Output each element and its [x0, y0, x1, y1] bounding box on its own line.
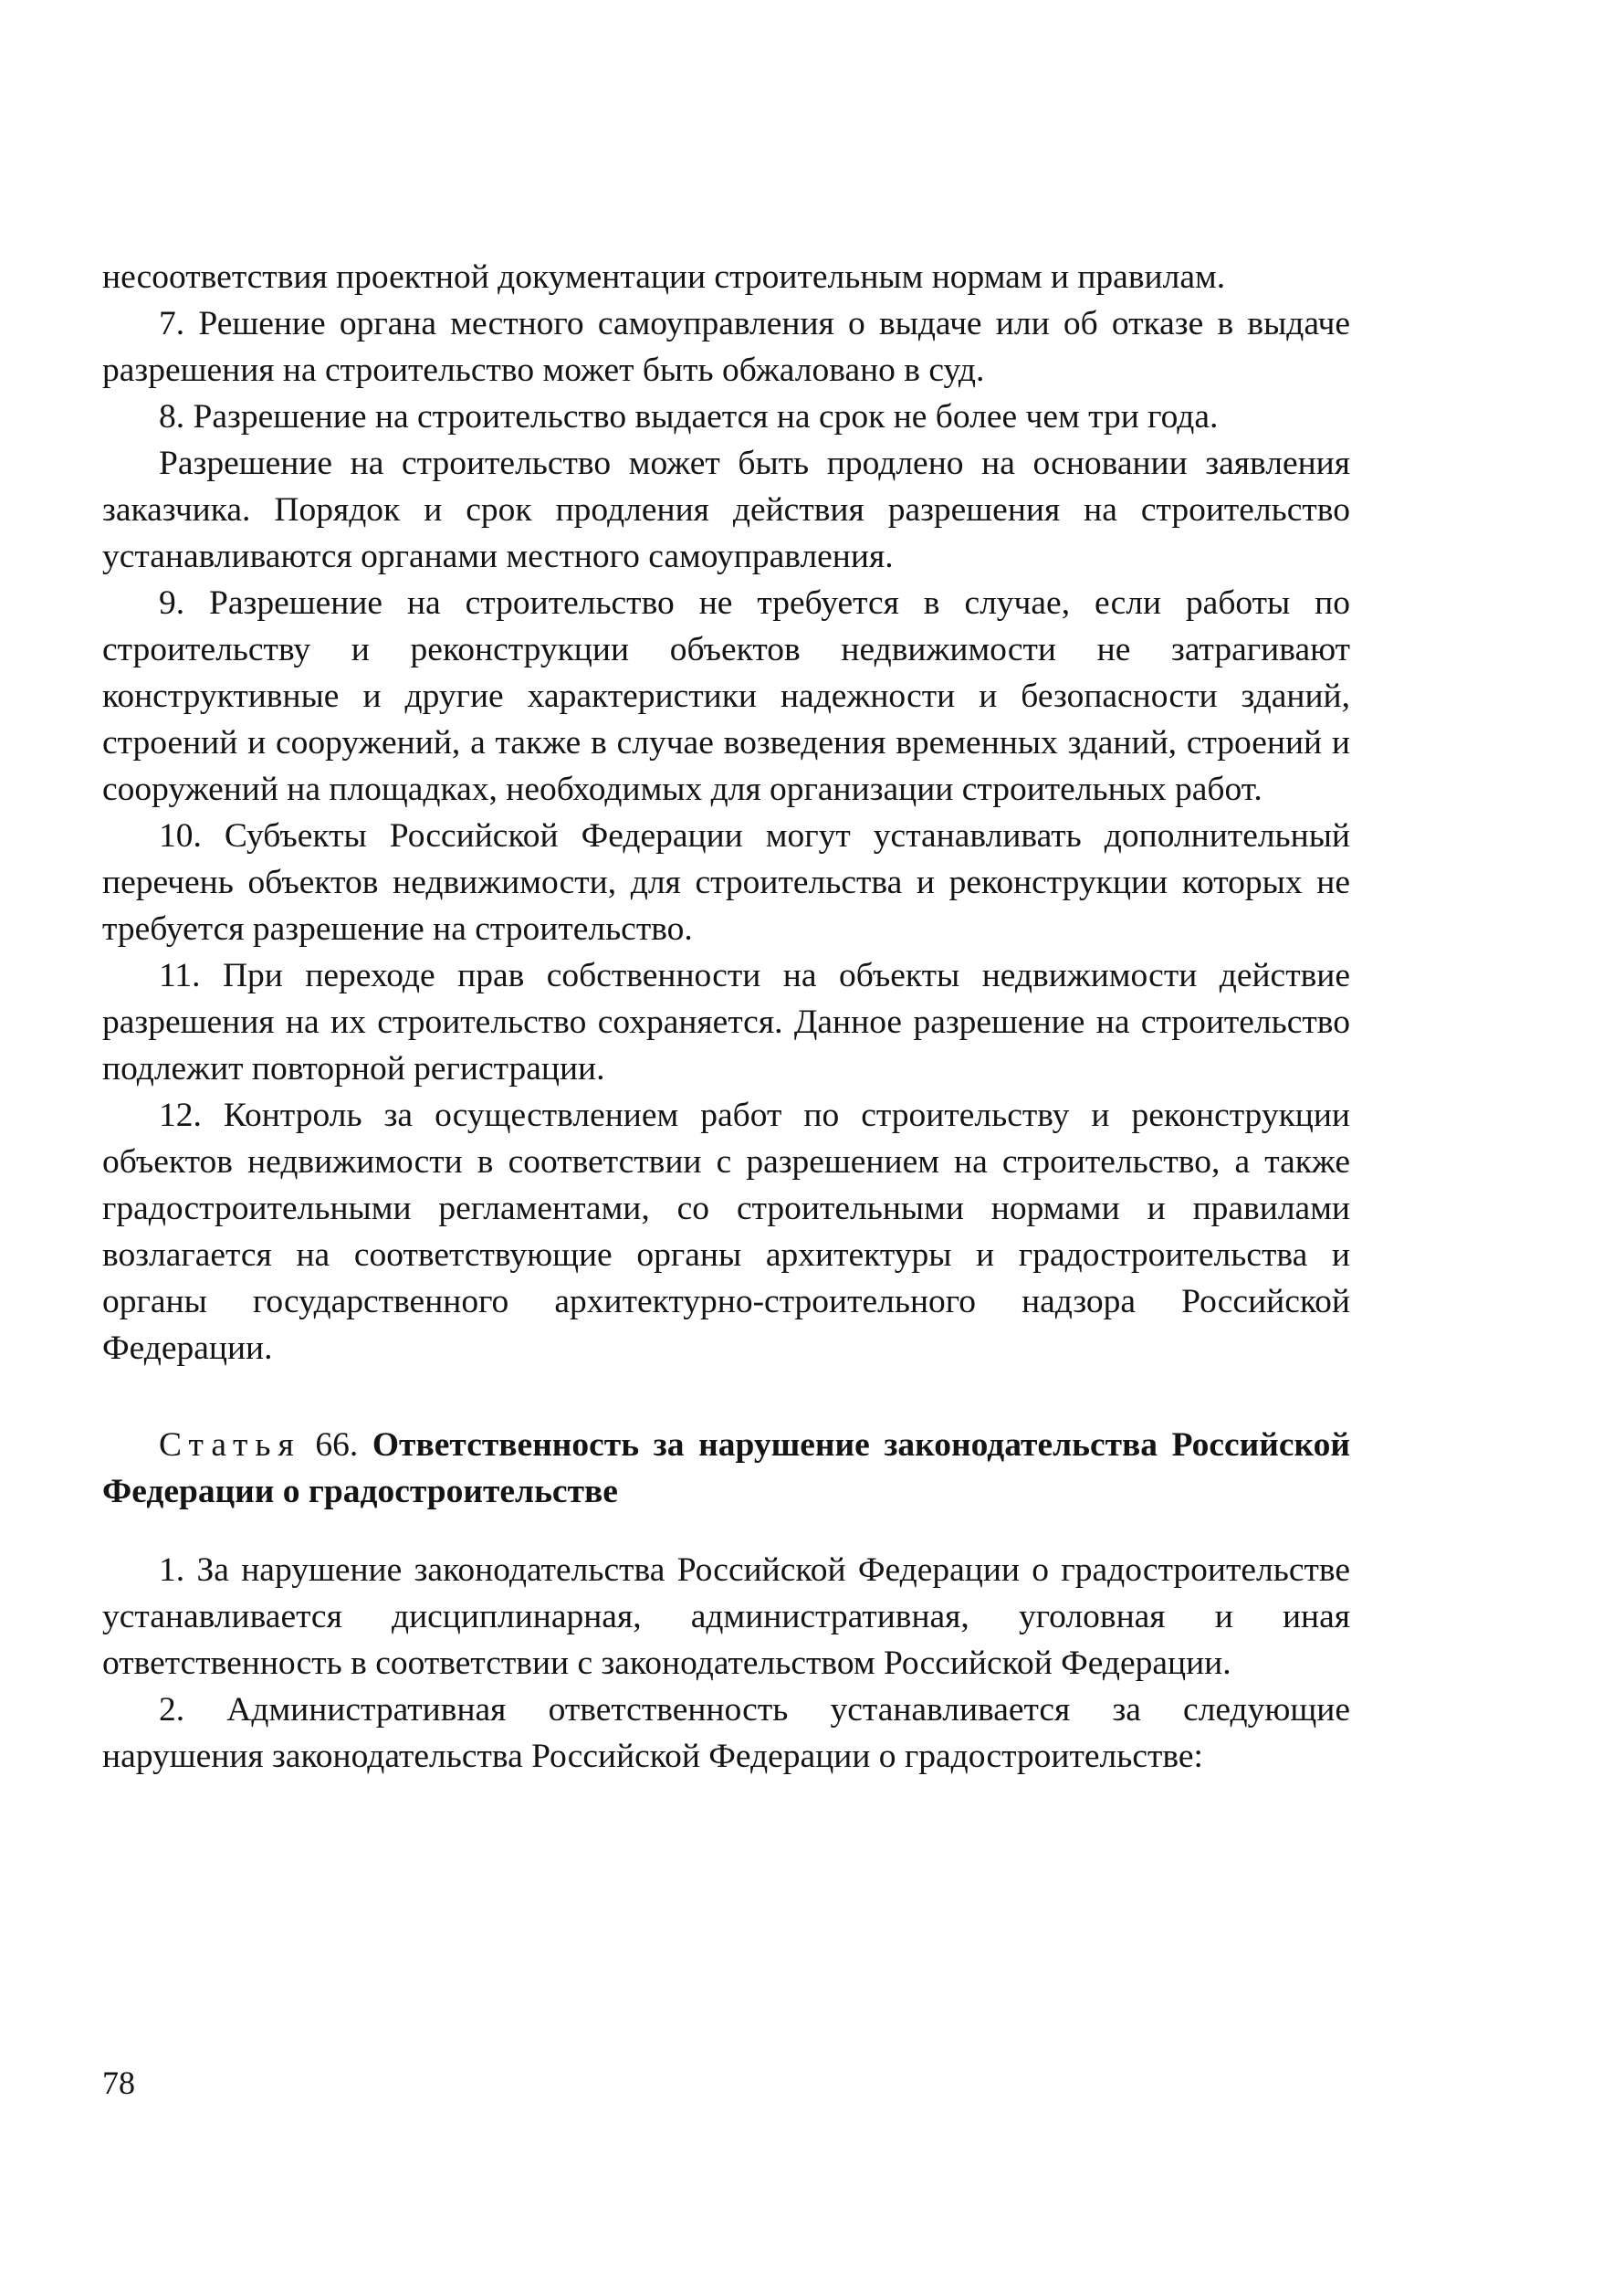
article-label: Статья	[159, 1426, 301, 1464]
article-title: Ответственность за нарушение законодательства Российской Федерации о градостроительстве	[102, 1426, 1350, 1510]
paragraph-continuation: несоответствия проектной документации строительным нормам и правилам.	[102, 258, 1226, 296]
article-number: 66.	[315, 1426, 359, 1464]
paragraph-item-11: 11. При переходе прав собственности на объекты недвижимости действие разрешения на их строительство сохраняется. Данное разрешение на строительство подлежит повторной регистрации.	[102, 957, 1350, 1088]
paragraph-article-item-1: 1. За нарушение законодательства Российской Федерации о градостроительстве устанавливается дисциплинарная, административная, уголовная и иная ответственность в соответствии с законодательством Российской Федерации.	[102, 1551, 1350, 1682]
paragraph-item-7: 7. Решение органа местного самоуправления о выдаче или об отказе в выдаче разрешения на строительство может быть обжаловано в суд.	[102, 305, 1350, 389]
page-body	[102, 254, 1350, 1780]
paragraph-item-8: 8. Разрешение на строительство выдается на срок не более чем три года.	[159, 398, 1219, 436]
paragraph-item-12: 12. Контроль за осуществлением работ по строительству и реконструкции объектов недвижимости в соответствии с разрешением на строительство, а также градостроительными регламентами, со строительными нормами и правилами возлагается на соответствующие органы архитектуры и градостроительства и органы государственного архитектурно-строительного надзора Российской Федерации.	[102, 1097, 1350, 1367]
paragraph-article-item-2: 2. Административная ответственность устанавливается за следующие нарушения законодательства Российской Федерации о градостроительстве:	[102, 1691, 1350, 1775]
paragraph-item-10: 10. Субъекты Российской Федерации могут устанавливать дополнительный перечень объектов недвижимости, для строительства и реконструкции которых не требуется разрешение на строительство.	[102, 817, 1350, 948]
page-number: 78	[102, 2065, 135, 2101]
article-heading	[102, 1422, 1350, 1515]
paragraph-extension: Разрешение на строительство может быть продлено на основании заявления заказчика. Порядок и срок продления действия разрешения на строительство устанавливаются органами местного самоуправления.	[102, 445, 1350, 575]
paragraph-item-9: 9. Разрешение на строительство не требуется в случае, если работы по строительству и реконструкции объектов недвижимости не затрагивают конструктивные и другие характеристики надежности и безопасности зданий, строений и сооружений, а также в случае возведения временных зданий, строений и сооружений на площадках, необходимых для организации строительных работ.	[102, 584, 1350, 808]
